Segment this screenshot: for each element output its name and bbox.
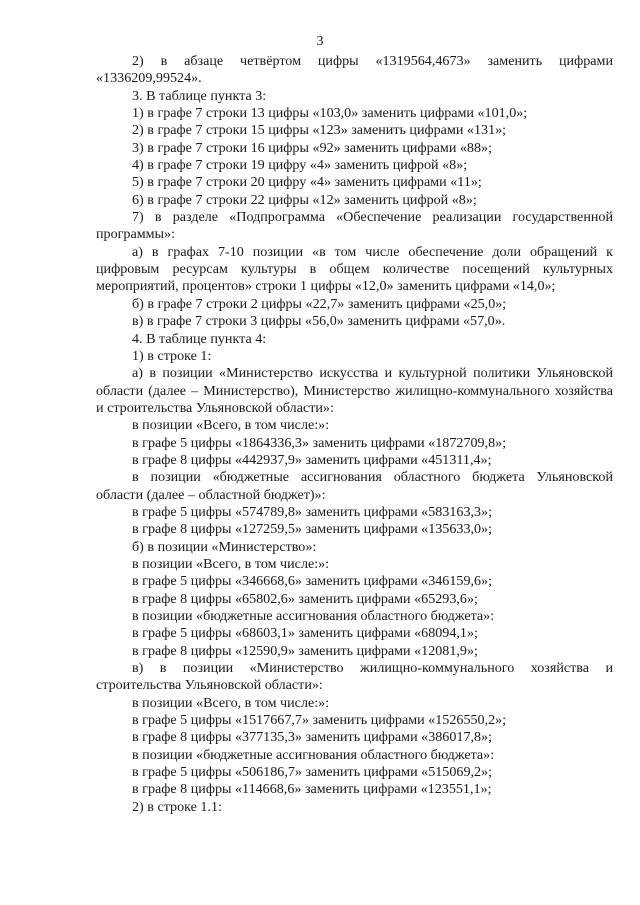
paragraph: в) в графе 7 строки 3 цифры «56,0» заменить цифрами «57,0». bbox=[132, 313, 506, 330]
paragraph: в позиции «бюджетные ассигнования областного бюджета»: bbox=[132, 746, 495, 763]
paragraph: в графе 5 цифры «1864336,3» заменить цифрами «1872709,8»; bbox=[132, 434, 507, 451]
paragraph: в позиции «бюджетные ассигнования областного бюджета»: bbox=[132, 608, 495, 624]
paragraph: в графе 8 цифры «377135,3» заменить цифрами «386017,8»; bbox=[132, 729, 493, 746]
paragraph: в позиции «Всего, в том числе:»: bbox=[132, 417, 330, 434]
paragraph: 1) в строке 1: bbox=[132, 347, 212, 364]
paragraph: а) в графах 7-10 позиции «в том числе обеспечение доли обращений к цифровым ресурсам культуры в общем количестве посещений культурных мероприятий, процентов» строки 1 цифры «12,0» заменить цифрами «14,0»; bbox=[96, 243, 613, 295]
paragraph: 3. В таблице пункта 3: bbox=[132, 87, 267, 104]
paragraph: б) в графе 7 строки 2 цифры «22,7» заменить цифрами «25,0»; bbox=[132, 295, 507, 312]
paragraph: в графе 8 цифры «65802,6» заменить цифрами «65293,6»; bbox=[132, 590, 478, 607]
paragraph: в графе 5 цифры «506186,7» заменить цифрами «515069,2»; bbox=[132, 764, 493, 781]
paragraph: в графе 5 цифры «1517667,7» заменить цифрами «1526550,2»; bbox=[132, 712, 507, 729]
paragraph: в графе 8 цифры «114668,6» заменить цифрами «123551,1»; bbox=[132, 781, 492, 798]
paragraph: 2) в абзаце четвёртом цифры «1319564,4673» заменить цифрами «1336209,99524». bbox=[96, 53, 613, 87]
paragraph: в позиции «Всего, в том числе:»: bbox=[132, 694, 330, 711]
paragraph: а) в позиции «Министерство искусства и культурной политики Ульяновской области (далее – Министерство), Министерство жилищно-коммунального хозяйства и строительства Ульяновской области»: bbox=[96, 365, 613, 416]
paragraph: 1) в графе 7 строки 13 цифры «103,0» заменить цифрами «101,0»; bbox=[132, 105, 528, 122]
paragraph: в графе 5 цифры «574789,8» заменить цифрами «583163,3»; bbox=[132, 503, 493, 520]
paragraph: б) в позиции «Министерство»: bbox=[132, 538, 317, 555]
paragraph: в позиции «Всего, в том числе:»: bbox=[132, 555, 330, 572]
paragraph: 7) в разделе «Подпрограмма «Обеспечение реализации государственной программы»: bbox=[96, 209, 613, 243]
paragraph: в графе 8 цифры «12590,9» заменить цифрами «12081,9»; bbox=[132, 642, 478, 659]
paragraph: 2) в графе 7 строки 15 цифры «123» заменить цифрами «131»; bbox=[132, 122, 507, 139]
paragraph: 4) в графе 7 строки 19 цифру «4» заменить цифрой «8»; bbox=[132, 157, 468, 174]
paragraph: 2) в строке 1.1: bbox=[132, 798, 222, 815]
paragraph: в графе 8 цифры «127259,5» заменить цифрами «135633,0»; bbox=[132, 521, 493, 538]
paragraph: 3) в графе 7 строки 16 цифры «92» заменить цифрами «88»; bbox=[132, 139, 492, 156]
paragraph: в графе 5 цифры «346668,6» заменить цифрами «346159,6»; bbox=[132, 573, 493, 590]
paragraph: 4. В таблице пункта 4: bbox=[132, 330, 267, 347]
page-number: 3 bbox=[316, 34, 324, 49]
paragraph: 5) в графе 7 строки 20 цифру «4» заменить цифрами «11»; bbox=[132, 174, 482, 191]
paragraph: в графе 5 цифры «68603,1» заменить цифрами «68094,1»; bbox=[132, 625, 478, 642]
paragraph: 6) в графе 7 строки 22 цифры «12» заменить цифрой «8»; bbox=[132, 191, 477, 208]
document-body bbox=[96, 53, 613, 816]
paragraph: в графе 8 цифры «442937,9» заменить цифрами «451311,4»; bbox=[132, 451, 492, 468]
paragraph: в) в позиции «Министерство жилищно-коммунального хозяйства и строительства Ульяновской области»: bbox=[96, 660, 613, 694]
paragraph: в позиции «бюджетные ассигнования областного бюджета Ульяновской области (далее – областной бюджет)»: bbox=[96, 469, 613, 503]
